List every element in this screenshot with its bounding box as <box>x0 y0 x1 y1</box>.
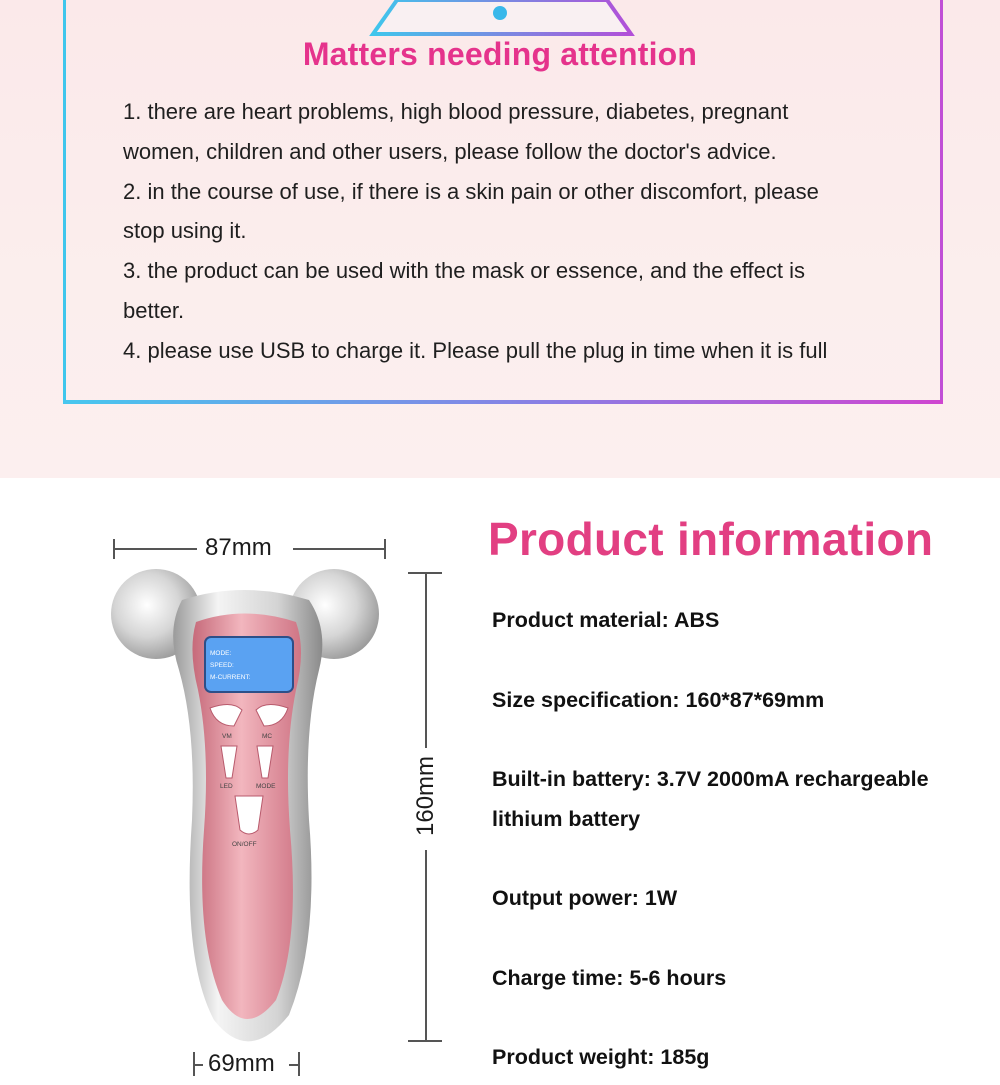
width-dimension-label: 87mm <box>205 534 272 561</box>
attention-line: 3. the product can be used with the mask or essence, and the effect is <box>123 258 805 284</box>
attention-section <box>0 0 1000 478</box>
attention-frame-border <box>63 400 943 404</box>
svg-text:M-CURRENT:: M-CURRENT: <box>210 674 251 681</box>
height-dim-line-top <box>425 572 427 748</box>
spec-weight: Product weight: 185g <box>492 1045 710 1069</box>
roller-device-image <box>104 560 394 1060</box>
attention-line: stop using it. <box>123 218 247 244</box>
attention-line: 4. please use USB to charge it. Please pull the plug in time when it is full <box>123 337 828 363</box>
svg-text:ON/OFF: ON/OFF <box>232 841 257 848</box>
depth-dimension-label: 69mm <box>208 1050 275 1077</box>
spec-material: Product material: ABS <box>492 608 720 632</box>
depth-dim-line-right <box>289 1064 298 1066</box>
width-dim-tick-left <box>113 539 115 559</box>
svg-text:LED: LED <box>220 783 233 790</box>
height-dim-line-bottom <box>425 850 427 1040</box>
attention-line: better. <box>123 297 185 323</box>
attention-title: Matters needing attention <box>302 36 698 72</box>
attention-list <box>123 92 913 371</box>
spec-size: Size specification: 160*87*69mm <box>492 688 825 712</box>
spec-power: Output power: 1W <box>492 886 678 910</box>
height-dimension-label: 160mm <box>412 755 439 836</box>
svg-text:VM: VM <box>222 733 232 740</box>
width-dim-line-right <box>293 548 385 550</box>
depth-dim-line-left <box>193 1064 203 1066</box>
spec-battery-cont: lithium battery <box>492 807 641 831</box>
attention-line: 2. in the course of use, if there is a skin pain or other discomfort, please <box>123 178 819 204</box>
svg-text:SPEED:: SPEED: <box>210 662 234 669</box>
svg-text:MODE: MODE <box>256 783 276 790</box>
spec-charge-time: Charge time: 5-6 hours <box>492 966 727 990</box>
svg-text:MC: MC <box>262 733 273 740</box>
attention-line: women, children and other users, please follow the doctor's advice. <box>123 138 777 164</box>
width-dim-tick-right <box>384 539 386 559</box>
attention-line: 1. there are heart problems, high blood pressure, diabetes, pregnant <box>123 99 789 124</box>
spec-battery: Built-in battery: 3.7V 2000mA rechargeable <box>492 767 929 791</box>
height-dim-tick-bottom <box>408 1040 442 1042</box>
svg-text:MODE:: MODE: <box>210 650 232 657</box>
width-dim-line-left <box>113 548 197 550</box>
product-info-title: Product information <box>488 513 934 565</box>
